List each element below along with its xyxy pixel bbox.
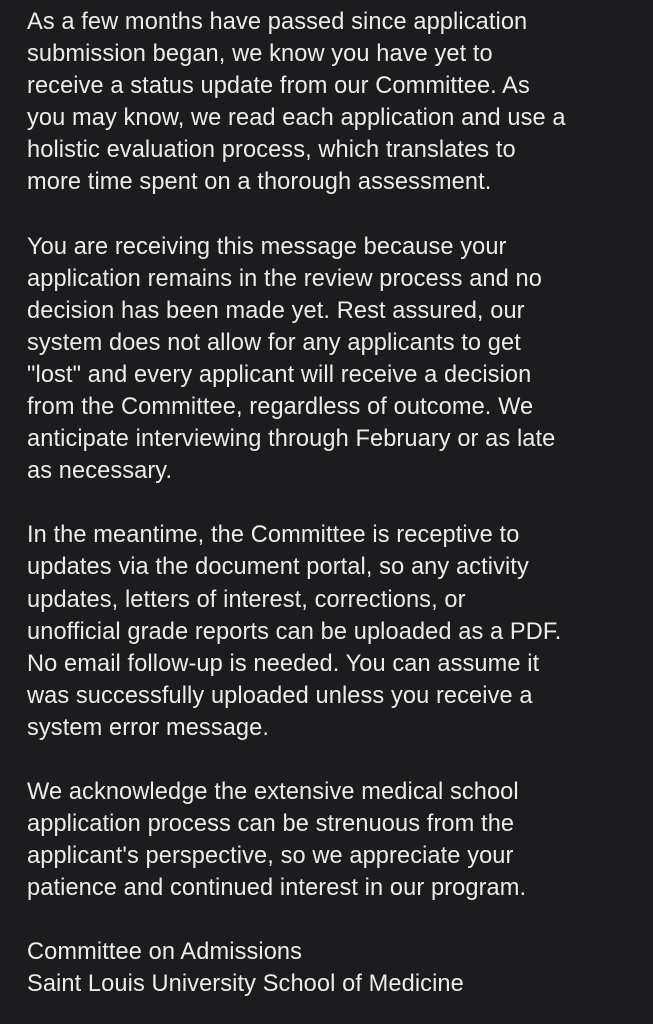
text-line: submission began, we know you have yet to [27, 41, 493, 68]
text-line: system does not allow for any applicants to get [27, 329, 521, 356]
signature-committee: Committee on Admissions [27, 939, 303, 966]
text-line: "lost" and every applicant will receive a decision [27, 361, 532, 388]
signature-institution: Saint Louis University School of Medicine [27, 971, 464, 998]
text-line: holistic evaluation process, which translates to [27, 137, 516, 164]
text-line: was successfully uploaded unless you receive a [27, 682, 533, 709]
paragraph-status-update [27, 6, 642, 199]
paragraph-review-process [27, 231, 642, 488]
text-line: As a few months have passed since application [27, 9, 528, 35]
text-line: updates, letters of interest, corrections, or [27, 586, 466, 613]
text-line: unofficial grade reports can be uploaded as a PDF. [27, 618, 562, 645]
text-line: You are receiving this message because your [27, 233, 507, 260]
text-line: applicant's perspective, so we appreciate your [27, 843, 514, 870]
message-body [27, 6, 642, 1001]
text-line: you may know, we read each application and use a [27, 105, 566, 132]
text-line: more time spent on a thorough assessment. [27, 169, 492, 196]
text-line: application remains in the review process and no [27, 265, 542, 292]
text-line: from the Committee, regardless of outcome. We [27, 394, 534, 421]
text-line: anticipate interviewing through February or as late [27, 426, 556, 453]
text-line: receive a status update from our Committee. As [27, 73, 530, 100]
signature [27, 936, 642, 1000]
text-line: updates via the document portal, so any activity [27, 554, 529, 581]
text-line: system error message. [27, 714, 270, 741]
text-line: In the meantime, the Committee is receptive to [27, 522, 520, 549]
text-line: application process can be strenuous from the [27, 811, 515, 838]
text-line: decision has been made yet. Rest assured, our [27, 297, 525, 324]
text-line: as necessary. [27, 458, 173, 485]
paragraph-acknowledgement [27, 776, 642, 904]
text-line: No email follow-up is needed. You can assume it [27, 650, 540, 677]
text-line: patience and continued interest in our program. [27, 875, 527, 902]
paragraph-document-portal [27, 519, 642, 744]
text-line: We acknowledge the extensive medical school [27, 778, 519, 805]
